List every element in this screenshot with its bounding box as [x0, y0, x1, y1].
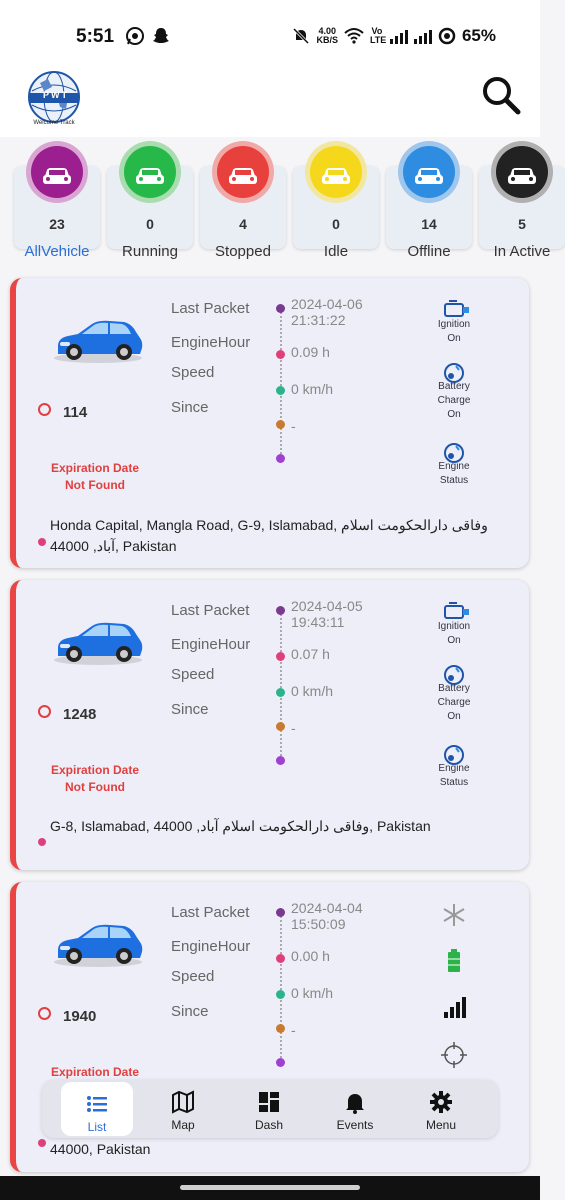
vehicle-status-filter — [0, 146, 551, 260]
bottom-navigation — [42, 1080, 498, 1138]
label-engine-hour: EngineHour — [171, 938, 251, 955]
signal-icon — [439, 994, 469, 1020]
battery-full-icon — [439, 948, 469, 974]
car-status-icon — [310, 146, 362, 198]
status-caption: Engine Status — [438, 763, 470, 788]
nav-label: Menu — [425, 1118, 457, 1132]
status-chip-allvehicle[interactable] — [14, 166, 100, 260]
gps-crosshair-icon — [439, 1042, 469, 1068]
label-since: Since — [171, 399, 209, 416]
vehicle-card[interactable] — [10, 580, 529, 870]
chip-label: Running — [122, 243, 178, 260]
battery-full-icon — [436, 948, 472, 979]
status-time: 5:51 — [76, 26, 115, 47]
wifi-icon — [344, 28, 364, 44]
engine-hour-value: 0.09 h — [291, 344, 330, 360]
timeline-dot — [276, 756, 285, 765]
vehicle-name: 1940 — [63, 1008, 97, 1025]
list-icon — [85, 1092, 109, 1116]
vehicle-status-dot — [38, 1007, 51, 1020]
car-icon — [224, 157, 262, 187]
car-status-icon — [217, 146, 269, 198]
battery-saver-icon — [438, 27, 456, 45]
vehicle-address: Honda Capital, Mangla Road, G-9, Islamabad, وفاقی دارالحکومت اسلام آباد, 44000, Pakistan — [50, 517, 488, 554]
vehicle-car-image — [52, 916, 144, 968]
chip-count: 14 — [421, 216, 437, 232]
address-dot — [38, 538, 46, 546]
label-last-packet: Last Packet — [171, 300, 250, 317]
status-caption: Battery Charge On — [437, 683, 471, 722]
whatsapp-icon — [125, 26, 145, 46]
timeline-dot — [276, 304, 285, 313]
snowflake-icon — [439, 902, 469, 928]
since-value: - — [291, 418, 296, 434]
chip-label: Idle — [323, 243, 349, 260]
vehicle-status-dot — [38, 705, 51, 718]
label-speed: Speed — [171, 364, 215, 381]
chip-label: Offline — [407, 243, 451, 260]
timeline-dot — [276, 1058, 285, 1067]
nav-label: Dash — [254, 1118, 283, 1132]
car-status-icon — [403, 146, 455, 198]
last-packet-value: 2024-04-05 19:43:11 — [291, 598, 363, 630]
timeline-dot — [276, 688, 285, 697]
network-speed: 4.00 KB/S — [316, 26, 338, 45]
timeline-dot — [276, 454, 285, 463]
vehicle-card[interactable] — [10, 278, 529, 568]
speed-value: 0 km/h — [291, 381, 334, 397]
status-right-group — [292, 26, 496, 46]
label-speed: Speed — [171, 666, 215, 683]
label-last-packet: Last Packet — [171, 904, 250, 921]
label-engine-hour: EngineHour — [171, 334, 251, 351]
last-packet-value: 2024-04-06 21:31:22 — [291, 296, 363, 328]
chip-count: 0 — [332, 216, 340, 232]
search-button[interactable] — [480, 74, 522, 116]
label-since: Since — [171, 1003, 209, 1020]
chip-count: 4 — [239, 216, 247, 232]
mute-bell-icon — [292, 27, 310, 45]
home-gesture-pill[interactable] — [180, 1185, 360, 1190]
vehicle-name: 114 — [63, 404, 88, 421]
volte-badge: Vo LTE — [369, 26, 387, 45]
status-caption: Ignition On — [437, 319, 471, 344]
label-since: Since — [171, 701, 209, 718]
logo-caption: Welcome Track — [33, 120, 75, 126]
engine-hour-value: 0.07 h — [291, 646, 330, 662]
signal-bars-2-icon — [414, 28, 432, 44]
timeline-dot — [276, 954, 285, 963]
timeline-dot — [276, 606, 285, 615]
label-speed: Speed — [171, 968, 215, 985]
signal-icon — [436, 994, 472, 1025]
map-icon — [171, 1090, 195, 1114]
car-icon — [410, 157, 448, 187]
status-chip-in-active[interactable] — [479, 166, 565, 260]
gear-icon — [429, 1090, 453, 1114]
since-value: - — [291, 720, 296, 736]
label-engine-hour: EngineHour — [171, 636, 251, 653]
vehicle-status-dot — [38, 403, 51, 416]
timeline-dot — [276, 652, 285, 661]
dashboard-icon — [257, 1090, 281, 1114]
status-caption: Ignition On — [437, 621, 471, 646]
timeline-dot — [276, 420, 285, 429]
status-caption: Engine Status — [438, 461, 470, 486]
timeline-line — [280, 308, 282, 458]
snowflake-icon — [436, 902, 472, 933]
engine-hour-value: 0.00 h — [291, 948, 330, 964]
nav-list[interactable] — [61, 1082, 133, 1136]
since-value: - — [291, 1022, 296, 1038]
timeline-dot — [276, 350, 285, 359]
car-status-icon — [124, 146, 176, 198]
chip-label: AllVehicle — [24, 243, 90, 260]
nav-dash[interactable] — [233, 1080, 305, 1138]
car-icon — [131, 157, 169, 187]
notification-icons — [125, 26, 171, 46]
android-navigation-bar — [0, 1176, 540, 1200]
vehicle-address: G-8, Islamabad, 44000 ,وفاقی دارالحکومت اسلام آباد, Pakistan — [50, 818, 431, 834]
timeline-line — [280, 912, 282, 1062]
expiration-date: Expiration Date Not Found — [50, 763, 140, 794]
speed-value: 0 km/h — [291, 985, 334, 1001]
address-dot — [38, 838, 46, 846]
label-last-packet: Last Packet — [171, 602, 250, 619]
chip-count: 23 — [49, 216, 65, 232]
car-icon — [317, 157, 355, 187]
timeline-line — [280, 610, 282, 760]
vehicle-name: 1248 — [63, 706, 97, 723]
timeline-dot — [276, 386, 285, 395]
gps-crosshair-icon — [436, 1042, 472, 1073]
status-chip-running[interactable] — [107, 166, 193, 260]
speed-value: 0 km/h — [291, 683, 334, 699]
nav-label: Events — [336, 1118, 374, 1132]
nav-menu[interactable] — [405, 1080, 477, 1138]
vehicle-address: 44000, Pakistan — [50, 1141, 151, 1157]
bell-icon — [343, 1090, 367, 1114]
status-caption: Battery Charge On — [437, 381, 471, 420]
timeline-dot — [276, 722, 285, 731]
expiration-date: Expiration Date — [50, 1065, 140, 1079]
expiration-date: Expiration Date Not Found — [50, 461, 140, 492]
car-status-icon — [496, 146, 548, 198]
logo-text: PWT — [43, 90, 69, 100]
snapchat-icon — [151, 26, 171, 46]
chip-count: 0 — [146, 216, 154, 232]
nav-label: Map — [171, 1118, 195, 1132]
car-icon — [38, 157, 76, 187]
address-dot — [38, 1139, 46, 1147]
vehicle-car-image — [52, 312, 144, 364]
nav-map[interactable] — [147, 1080, 219, 1138]
status-chip-stopped[interactable] — [200, 166, 286, 260]
signal-bars-icon — [390, 28, 408, 44]
nav-events[interactable] — [319, 1080, 391, 1138]
status-chip-idle[interactable] — [293, 166, 379, 260]
chip-count: 5 — [518, 216, 526, 232]
status-chip-offline[interactable] — [386, 166, 472, 260]
app-header — [0, 60, 540, 137]
battery-percent: 65% — [461, 26, 496, 45]
timeline-dot — [276, 1024, 285, 1033]
last-packet-value: 2024-04-04 15:50:09 — [291, 900, 363, 932]
chip-label: In Active — [493, 243, 551, 260]
timeline-dot — [276, 908, 285, 917]
car-icon — [503, 157, 541, 187]
car-status-icon — [31, 146, 83, 198]
timeline-dot — [276, 990, 285, 999]
chip-label: Stopped — [215, 243, 271, 260]
nav-label: List — [87, 1120, 107, 1134]
vehicle-car-image — [52, 614, 144, 666]
